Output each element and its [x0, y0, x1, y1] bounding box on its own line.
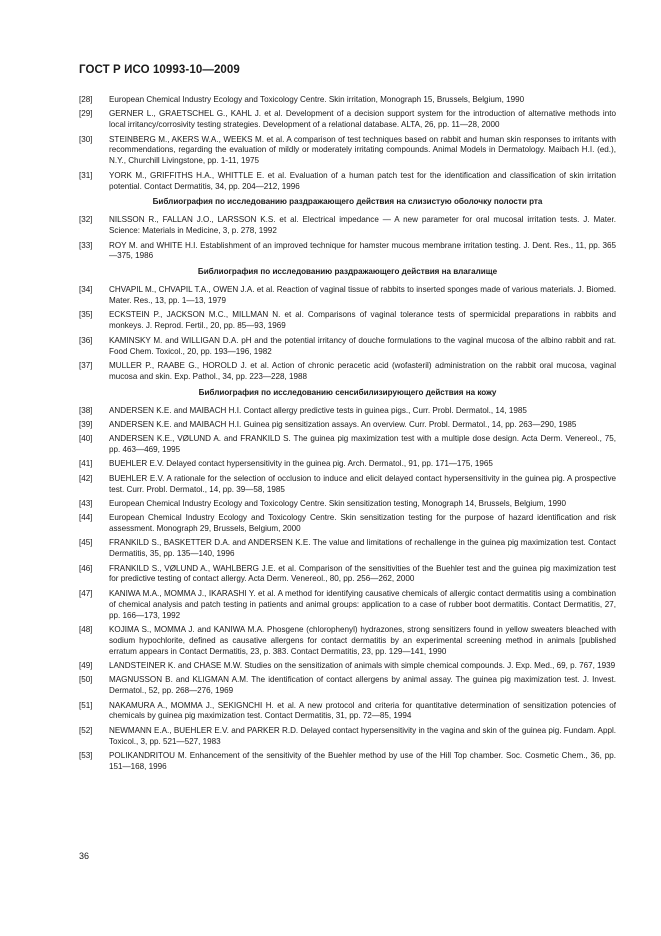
reference-text: European Chemical Industry Ecology and Toxicology Centre. Skin sensitization testing for the purpose of hazard identification and risk assessment. Monograph 29, Brussels, Belgium, 2000 — [109, 513, 616, 534]
reference-text: NILSSON R., FALLAN J.O., LARSSON K.S. et al. Electrical impedance — A new parameter for oral mucosal irritation tests. J. Mater. Science: Materials in Medicine, 3, p. 278, 1992 — [109, 215, 616, 236]
reference-item — [79, 361, 616, 383]
reference-number: [35] — [79, 310, 93, 320]
reference-number: [47] — [79, 588, 93, 598]
reference-item — [79, 661, 616, 672]
reference-item — [79, 336, 616, 358]
section-heading: Библиография по исследованию раздражающего действия на слизистую оболочку полости рта — [152, 197, 543, 207]
reference-text: NEWMANN E.A., BUEHLER E.V. and PARKER R.D. Delayed contact hypersensitivity in the vagina and skin of the guinea pig. Fundam. Appl. Toxicol., 3, pp. 521—527, 1983 — [109, 725, 616, 746]
reference-item — [79, 701, 616, 723]
section-heading: Библиография по исследованию сенсибилизирующего действия на кожу — [198, 387, 497, 397]
reference-number: [31] — [79, 170, 93, 180]
reference-item — [79, 434, 616, 456]
reference-number: [43] — [79, 498, 93, 508]
reference-number: [40] — [79, 434, 93, 444]
reference-item — [79, 675, 616, 697]
reference-item — [79, 285, 616, 307]
reference-number: [38] — [79, 405, 93, 415]
reference-number: [46] — [79, 563, 93, 573]
reference-text: European Chemical Industry Ecology and Toxicology Centre. Skin irritation, Monograph 15, Brussels, Belgium, 1990 — [109, 95, 525, 104]
reference-number: [34] — [79, 285, 93, 295]
reference-number: [32] — [79, 215, 93, 225]
reference-number: [51] — [79, 700, 93, 710]
reference-item — [79, 241, 616, 263]
reference-item — [79, 310, 616, 332]
reference-item — [79, 135, 616, 168]
reference-text: POLIKANDRITOU M. Enhancement of the sensitivity of the Buehler method by use of the Hill Top chamber. Soc. Cosmetic Chem., 36, pp. 151—168, 1996 — [109, 750, 616, 771]
reference-item — [79, 95, 616, 106]
reference-text: MULLER P., RAABE G., HOROLD J. et al. Action of chronic peracetic acid (wofasteril) administration on the rabbit oral mucosa, vaginal mucosa and skin. Exp. Pathol., 34, pp. 223—228, 1988 — [109, 360, 616, 381]
reference-text: ANDERSEN K.E. and MAIBACH H.I. Contact allergy predictive tests in guinea pigs., Curr. Probl. Dermatol., 14, 1985 — [109, 405, 527, 415]
reference-item — [79, 564, 616, 586]
reference-text: ANDERSEN K.E., VØLUND A. and FRANKILD S. The guinea pig maximization test with a multiple dose design. Acta Derm. Venereol., 75, pp. 463—469, 1995 — [109, 434, 616, 455]
reference-number: [50] — [79, 675, 93, 685]
reference-item — [79, 420, 616, 431]
reference-item — [79, 215, 616, 237]
reference-item — [79, 499, 616, 510]
reference-text: MAGNUSSON B. and KLIGMAN A.M. The identification of contact allergens by animal assay. The guinea pig maximization test. J. Invest. Dermatol., 52, pp. 268—276, 1969 — [109, 675, 616, 696]
reference-text: GERNER L., GRAETSCHEL G., KAHL J. et al. Development of a decision support system for the introduction of alternative methods into local irritancy/corrosivity testing strategies. Development of a relational database. ALTA, 26, pp. 11—28, 2000 — [109, 109, 616, 130]
reference-number: [39] — [79, 419, 93, 429]
reference-item — [79, 109, 616, 131]
reference-item — [79, 513, 616, 535]
reference-item — [79, 538, 616, 560]
reference-number: [48] — [79, 624, 93, 634]
reference-item — [79, 726, 616, 748]
reference-item — [79, 459, 616, 470]
reference-text: BUEHLER E.V. A rationale for the selection of occlusion to induce and elicit delayed contact hypersensitivity in the guinea pig. A prospective test. Curr. Probl. Dermatol., 14, pp. 39—58, 1985 — [109, 473, 616, 494]
reference-text: ANDERSEN K.E. and MAIBACH H.I. Guinea pig sensitization assays. An overview. Curr. Probl. Dermatol., 14, pp. 263—290, 1985 — [109, 419, 577, 429]
reference-number: [29] — [79, 109, 93, 119]
bibliography-list — [79, 95, 616, 776]
reference-text: ROY M. and WHITE H.I. Establishment of an improved technique for hamster mucous membrane irritation testing. J. Dent. Res., 11, pp. 365—375, 1986 — [109, 240, 616, 261]
reference-text: FRANKILD S., BASKETTER D.A. and ANDERSEN K.E. The value and limitations of rechallenge in the guinea pig maximization test. Contact Dermatitis, 35, pp. 135—140, 1996 — [109, 538, 616, 559]
reference-text: European Chemical Industry Ecology and Toxicology Centre. Skin sensitization testing, Monograph 14, Brussels, Belgium, 1990 — [109, 498, 566, 508]
reference-number: [42] — [79, 473, 93, 483]
reference-text: STEINBERG M., AKERS W.A., WEEKS M. et al. A comparison of test techniques based on rabbit and human skin responses to irritants with recommendations, regarding the evaluation of mildly or moderately irritating compounds. Animal Models in Dermatology. Maibach H.I. (ed.), N.Y., Churchill Livingstone, pp. 1-11, 1975 — [109, 134, 616, 166]
page-number: 36 — [79, 851, 90, 861]
reference-text: BUEHLER E.V. Delayed contact hypersensitivity in the guinea pig. Arch. Dermatol., 91, pp. 171—175, 1965 — [109, 459, 493, 469]
reference-text: ECKSTEIN P., JACKSON M.C., MILLMAN N. et al. Comparisons of vaginal tolerance tests of spermicidal preparations in rabbits and monkeys. J. Reprod. Fertil., 20, pp. 85—93, 1969 — [109, 310, 616, 331]
reference-text: CHVAPIL M., CHVAPIL T.A., OWEN J.A. et al. Reaction of vaginal tissue of rabbits to inserted sponges made of various materials. J. Biomed. Mater. Res., 13, pp. 1—13, 1979 — [109, 285, 616, 306]
reference-number: [28] — [79, 95, 93, 104]
reference-number: [44] — [79, 513, 93, 523]
section-heading: Библиография по исследованию раздражающего действия на влагалище — [197, 267, 498, 277]
reference-number: [45] — [79, 538, 93, 548]
reference-text: FRANKILD S., VØLUND A., WAHLBERG J.E. et al. Comparison of the sensitivities of the Buehler test and the guinea pig maximization test for predictive testing of contact allergy. Acta Derm. Venereol., 80, pp. 256—262, 2000 — [109, 563, 616, 584]
reference-number: [53] — [79, 750, 93, 760]
reference-text: YORK M., GRIFFITHS H.A., WHITTLE E. et al. Evaluation of a human patch test for the identification and classification of skin irritation potential. Contact Dermatitis, 34, pp. 204—212, 1996 — [109, 170, 616, 191]
reference-item — [79, 589, 616, 622]
reference-number: [33] — [79, 240, 93, 250]
reference-text: NAKAMURA A., MOMMA J., SEKIGNCHI H. et al. A new protocol and criteria for quantitative determination of sensitization potencies of chemicals by guinea pig maximization test. Contact Dermatitis, 31, pp. 72—85, 1994 — [109, 700, 616, 721]
reference-number: [52] — [79, 725, 93, 735]
reference-item — [79, 171, 616, 193]
document-header: ГОСТ Р ИСО 10993-10—2009 — [79, 64, 240, 76]
reference-item — [79, 474, 616, 496]
reference-number: [30] — [79, 134, 93, 144]
reference-number: [49] — [79, 661, 93, 670]
reference-number: [37] — [79, 360, 93, 370]
reference-text: KAMINSKY M. and WILLIGAN D.A. pH and the potential irritancy of douche formulations to the vaginal mucosa of the albino rabbit and rat. Food Chem. Toxicol., 20, pp. 193—196, 1982 — [109, 335, 616, 356]
reference-item — [79, 751, 616, 773]
reference-text: LANDSTEINER K. and CHASE M.W. Studies on the sensitization of animals with simple chemical compounds. J. Exp. Med., 69, p. 767, 1939 — [109, 661, 616, 670]
reference-item — [79, 625, 616, 658]
reference-item — [79, 406, 616, 417]
reference-number: [41] — [79, 459, 93, 469]
reference-text: KOJIMA S., MOMMA J. and KANIWA M.A. Phosgene (chlorophenyl) hydrazones, strong sensitizers found in yellow sweaters bleached with sodium hypochlorite, defined as causative allergens for contact dermatitis by an experimental screening method in animals [published erratum appears in Contact Dermatitis, 23, p. 383. Contact Dermatitis, 23, pp. 129—141, 1990 — [109, 624, 616, 656]
reference-text: KANIWA M.A., MOMMA J., IKARASHI Y. et al. A method for identifying causative chemicals of allergic contact dermatitis using a combination of chemical analysis and patch testing in patients and animal groups: application to a case of rubber boot dermatitis. Contact Dermatitis, 27, pp. 166—173, 1992 — [109, 588, 616, 620]
reference-number: [36] — [79, 335, 93, 345]
